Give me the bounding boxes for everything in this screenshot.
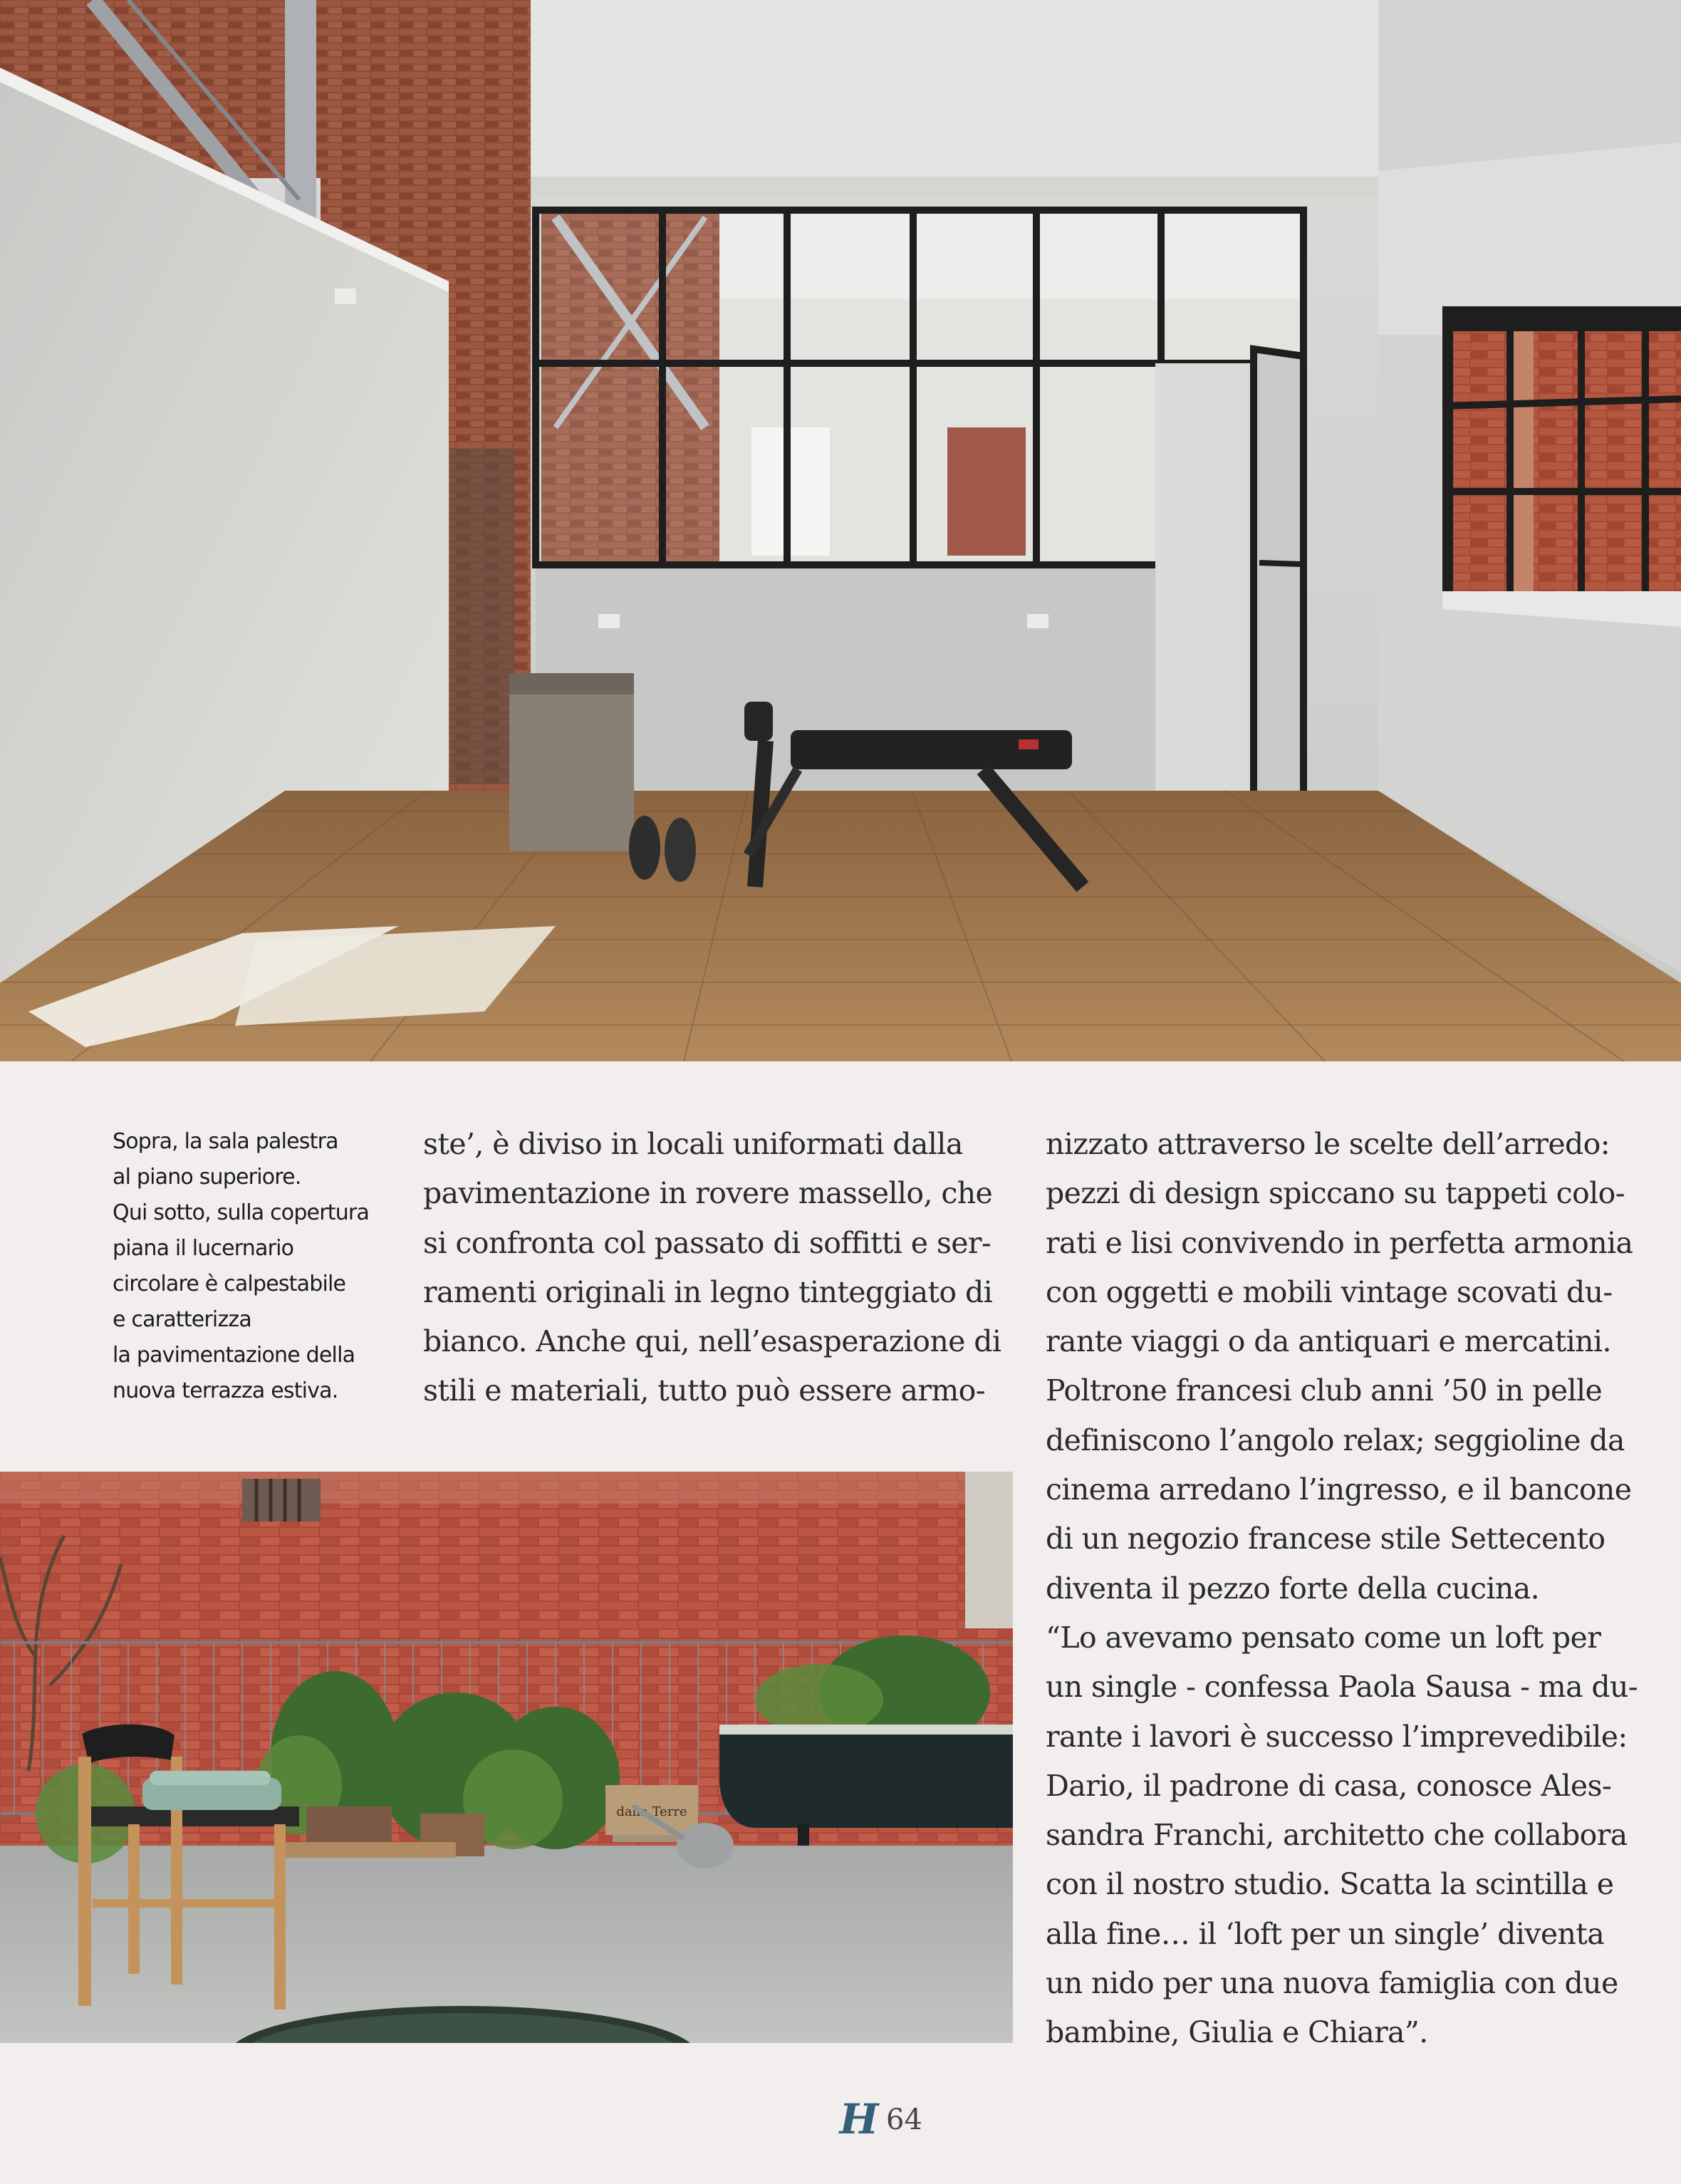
photo-caption: [113, 1124, 405, 1409]
body-line: Dario, il padrone di casa, conosce Ales-: [1046, 1768, 1612, 1803]
caption-line: circolare è calpestabile: [113, 1272, 346, 1296]
body-line: un single - confessa Paola Sausa - ma du-: [1046, 1670, 1638, 1705]
body-line: con oggetti e mobili vintage scovati du-: [1046, 1274, 1613, 1309]
caption-line: al piano superiore.: [113, 1165, 301, 1190]
body-line: pezzi di design spiccano su tappeti colo-: [1046, 1176, 1625, 1211]
body-line: nizzato attraverso le scelte dell’arredo:: [1046, 1127, 1610, 1161]
body-text-column-middle: [423, 1120, 1014, 1416]
body-line: di un negozio francese stile Settecento: [1046, 1522, 1605, 1556]
caption-line: Sopra, la sala palestra: [113, 1129, 338, 1154]
body-line: diventa il pezzo forte della cucina.: [1046, 1571, 1539, 1606]
body-line: con il nostro studio. Scatta la scintilla e: [1046, 1867, 1614, 1902]
caption-line: e caratterizza: [113, 1307, 251, 1332]
magazine-logo-icon: [833, 2096, 885, 2141]
body-line: alla fine… il ‘loft per un single’ diventa: [1046, 1916, 1605, 1951]
caption-line: la pavimentazione della: [113, 1343, 355, 1368]
caption-line: nuova terrazza estiva.: [113, 1378, 338, 1403]
body-text-column-right: [1046, 1120, 1637, 2058]
body-line: ste’, è diviso in locali uniformati dalla: [423, 1127, 963, 1161]
caption-line: Qui sotto, sulla copertura: [113, 1200, 370, 1225]
body-line: Poltrone francesi club anni ’50 in pelle: [1046, 1373, 1603, 1408]
body-line: definiscono l’angolo relax; seggioline da: [1046, 1423, 1625, 1457]
magazine-logo-letter: H: [839, 2096, 879, 2141]
body-line: bianco. Anche qui, nell’esasperazione di: [423, 1324, 1001, 1359]
page-folio: [833, 2091, 922, 2141]
body-line: ramenti originali in legno tinteggiato di: [423, 1274, 993, 1309]
photo-terrace: [0, 1472, 1013, 2043]
photo-gym-room: [0, 0, 1681, 1061]
body-line: rante viaggi o da antiquari e mercatini.: [1046, 1324, 1611, 1359]
body-line: sandra Franchi, architetto che collabora: [1046, 1818, 1628, 1853]
crate-label: dalla Terre: [616, 1804, 687, 1819]
body-line: rante i lavori è successo l’imprevedibile:: [1046, 1719, 1628, 1754]
page-number: 64: [886, 2104, 922, 2136]
body-line: pavimentazione in rovere massello, che: [423, 1176, 993, 1211]
body-line: bambine, Giulia e Chiara”.: [1046, 2015, 1428, 2050]
body-line: “Lo avevamo pensato come un loft per: [1046, 1620, 1601, 1655]
body-line: stili e materiali, tutto può essere armo-: [423, 1373, 985, 1408]
body-line: un nido per una nuova famiglia con due: [1046, 1966, 1618, 2001]
caption-line: piana il lucernario: [113, 1236, 294, 1261]
body-line: cinema arredano l’ingresso, e il bancone: [1046, 1472, 1632, 1507]
body-line: rati e lisi convivendo in perfetta armonia: [1046, 1225, 1633, 1260]
body-line: si confronta col passato di soffitti e ser-: [423, 1225, 992, 1260]
